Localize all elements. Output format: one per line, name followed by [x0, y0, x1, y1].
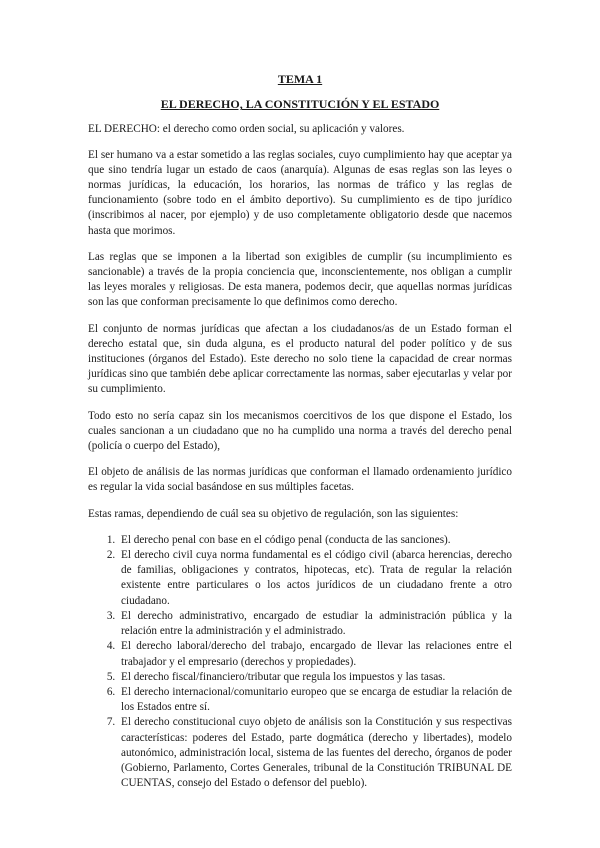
section-lead: EL DERECHO: el derecho como orden social, su aplicación y valores. [88, 123, 405, 136]
list-item: 1. El derecho penal con base en el código penal (conducta de las sanciones). [118, 533, 512, 548]
list-item: 3. El derecho administrativo, encargado de estudiar la administración pública y la relación entre la administración y el administrado. [118, 609, 512, 639]
list-item: 7. El derecho constitucional cuyo objeto de análisis son la Constitución y sus respectivas características: poderes del Estado, parte dogmática (derecho y libertades), modelo autonómico, administración local, sistema de las fuentes del derecho, órganos de poder (Gobierno, Parlamento, Cortes Generales, tribunal de la Constitución TRIBUNAL DE CUENTAS, consejo del Estado o defensor del pueblo). [118, 715, 512, 791]
list-item: 4. El derecho laboral/derecho del trabajo, encargado de llevar las relaciones entre el trabajador y el empresario (derechos y propiedades). [118, 639, 512, 669]
list-item: 5. El derecho fiscal/financiero/tributar que regula los impuestos y las tasas. [118, 670, 512, 685]
paragraph: El ser humano va a estar sometido a las reglas sociales, cuyo cumplimiento hay que aceptar ya que sino tendría lugar un estado de caos (anarquía). Algunas de esas reglas son las leyes o normas jurídicas, la educación, los horarios, las normas de tráfico y las reglas de funcionamiento (sobre todo en el ámbito deportivo). Su cumplimiento es de tipo jurídico (inscribimos al nacer, por ejemplo) y de uso completamente obligatorio desde que nacemos hasta que morimos. [88, 148, 512, 237]
branches-list [88, 533, 512, 791]
list-item: 2. El derecho civil cuya norma fundamental es el código civil (abarca herencias, derecho de familias, obligaciones y contratos, hipotecas, etc). Trata de regular la relación existente entre particulares o los actos jurídicos de un ciudadano frente a otro ciudadano. [118, 548, 512, 609]
list-intro: Estas ramas, dependiendo de cuál sea su objetivo de regulación, son las siguientes: [88, 507, 459, 520]
paragraph: El objeto de análisis de las normas jurídicas que conforman el llamado ordenamiento jurídico es regular la vida social basándose en sus múltiples facetas. [88, 466, 512, 494]
paragraph: Las reglas que se imponen a la libertad son exigibles de cumplir (su incumplimiento es sancionable) a través de la propia conciencia que, inconscientemente, nos obligan a cumplir las leyes morales y religiosas. De esta manera, podemos decir, que aquellas normas jurídicas son las que conforman precisamente lo que definimos como derecho. [88, 250, 512, 309]
paragraph: Todo esto no sería capaz sin los mecanismos coercitivos de los que dispone el Estado, los cuales sancionan a un ciudadano que no ha cumplido una norma a través del derecho penal (policía o cuerpo del Estado), [88, 409, 512, 453]
paragraph: El conjunto de normas jurídicas que afectan a los ciudadanos/as de un Estado forman el derecho estatal que, sin duda alguna, es el producto natural del poder político y de sus instituciones (órganos del Estado). Este derecho no solo tiene la capacidad de crear normas jurídicas sino que también debe aplicar correctamente las normas, saber ejecutarlas y velar por su cumplimiento. [88, 322, 512, 396]
document-subtitle: EL DERECHO, LA CONSTITUCIÓN Y EL ESTADO [160, 97, 440, 112]
list-item: 6. El derecho internacional/comunitario europeo que se encarga de estudiar la relación de los Estados entre sí. [118, 685, 512, 715]
document-title: TEMA 1 [277, 72, 323, 86]
